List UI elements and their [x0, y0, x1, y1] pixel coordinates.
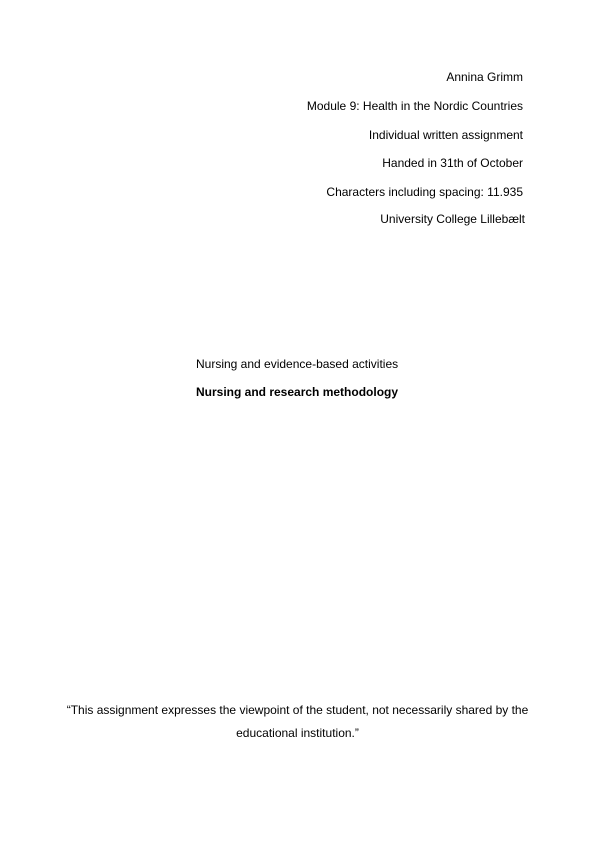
disclaimer-text: “This assignment expresses the viewpoint of the student, not necessarily shared by the educational institution.”	[66, 703, 529, 740]
assignment-type: Individual written assignment	[368, 128, 523, 142]
author-name: Annina Grimm	[446, 70, 523, 84]
document-subtitle: Nursing and evidence-based activities	[196, 357, 399, 371]
hand-in-date: Handed in 31th of October	[382, 156, 523, 170]
character-count: Characters including spacing: 11.935	[326, 185, 523, 199]
institution-name: University College Lillebælt	[380, 212, 525, 226]
module-name: Module 9: Health in the Nordic Countries	[306, 99, 523, 113]
document-title: Nursing and research methodology	[196, 385, 399, 399]
